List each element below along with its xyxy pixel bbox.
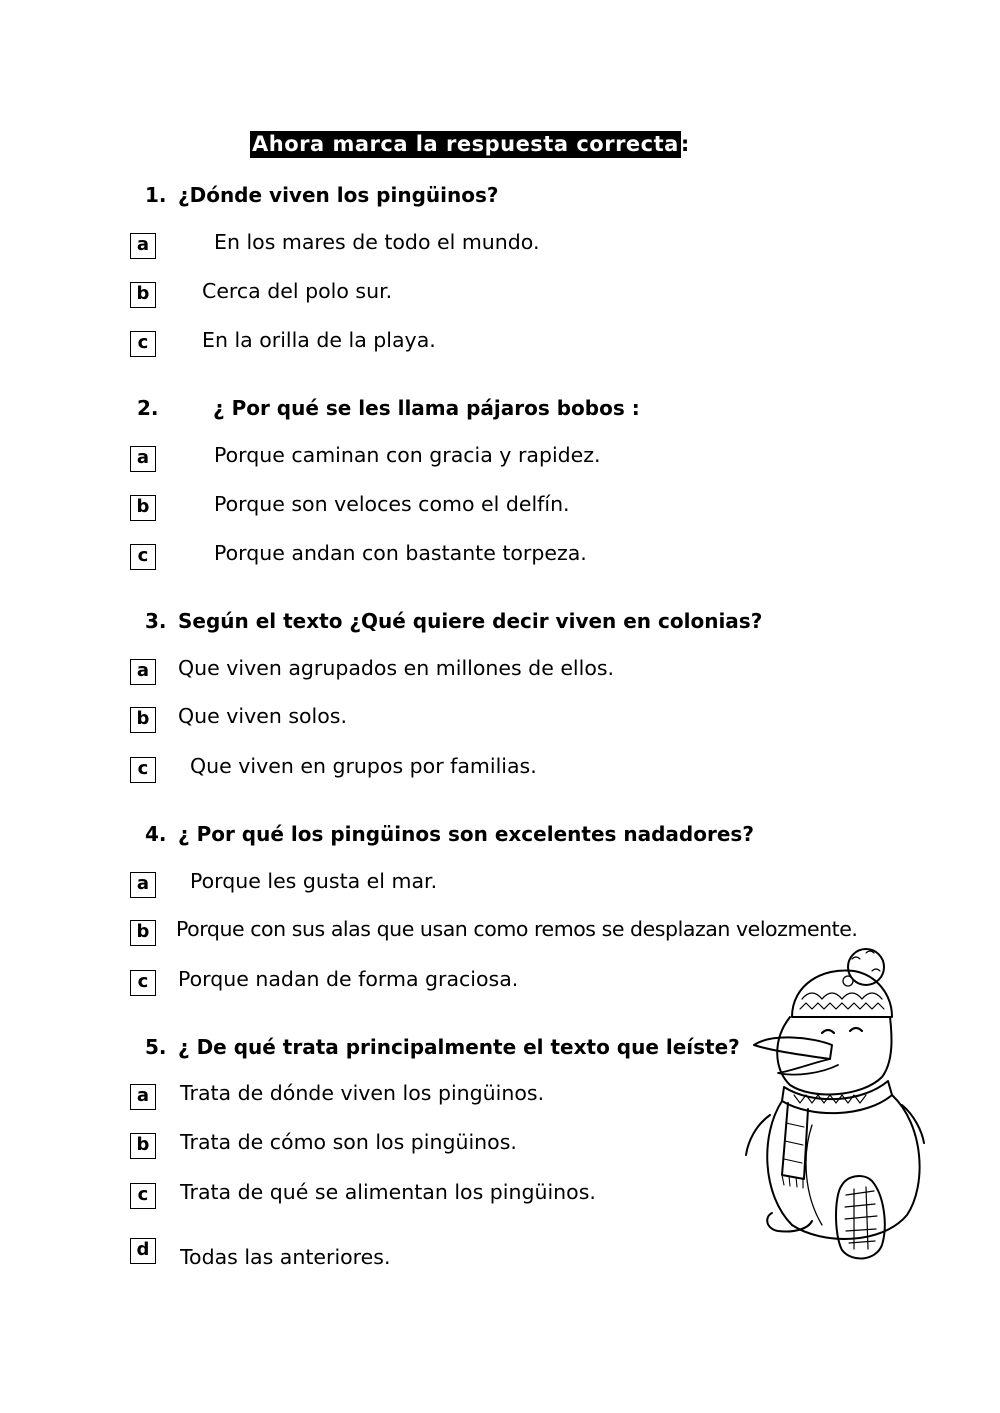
beak — [754, 1037, 832, 1059]
option-text: Porque nadan de forma graciosa. — [178, 967, 519, 991]
question-3 — [145, 609, 762, 633]
option-checkbox[interactable]: b — [130, 707, 156, 733]
option-checkbox[interactable]: b — [130, 282, 156, 308]
option-checkbox[interactable]: c — [130, 757, 156, 783]
option-text: Trata de qué se alimentan los pingüinos. — [180, 1180, 596, 1204]
option-text: Porque con sus alas que usan como remos se desplazan velozmente. — [176, 917, 858, 941]
option-text: Trata de dónde viven los pingüinos. — [180, 1081, 545, 1105]
option-text: Porque caminan con gracia y rapidez. — [214, 443, 601, 467]
option-text: Que viven agrupados en millones de ellos. — [178, 656, 615, 680]
option-checkbox[interactable]: a — [130, 872, 156, 898]
question-number: 4. — [145, 822, 167, 846]
option-checkbox[interactable]: a — [130, 1084, 156, 1110]
question-2 — [137, 396, 640, 420]
title-highlight: Ahora marca la respuesta correcta — [252, 132, 679, 156]
question-text: Según el texto ¿Qué quiere decir viven en colonias? — [178, 609, 763, 633]
option-text: En la orilla de la playa. — [202, 328, 436, 352]
question-number: 1. — [145, 183, 167, 207]
option-text: Que viven solos. — [178, 704, 347, 728]
option-checkbox[interactable]: a — [130, 659, 156, 685]
option-text: Porque son veloces como el delfín. — [214, 492, 570, 516]
question-number: 5. — [145, 1035, 167, 1059]
option-text: Que viven en grupos por familias. — [190, 754, 537, 778]
title-colon: : — [680, 132, 690, 156]
question-number: 2. — [137, 396, 159, 420]
option-text: Cerca del polo sur. — [202, 279, 393, 303]
scarf — [782, 1081, 892, 1113]
hat — [792, 970, 892, 1017]
question-1 — [145, 183, 499, 207]
option-checkbox[interactable]: d — [130, 1238, 156, 1264]
option-checkbox[interactable]: b — [130, 920, 156, 946]
option-checkbox[interactable]: a — [130, 233, 156, 259]
question-4 — [145, 822, 754, 846]
option-checkbox[interactable]: b — [130, 495, 156, 521]
question-text: ¿ Por qué se les llama pájaros bobos : — [213, 396, 640, 420]
option-checkbox[interactable]: c — [130, 1183, 156, 1209]
question-text: ¿Dónde viven los pingüinos? — [178, 183, 499, 207]
option-checkbox[interactable]: c — [130, 970, 156, 996]
head — [777, 1017, 891, 1094]
left-wing — [746, 1115, 770, 1155]
question-number: 3. — [145, 609, 167, 633]
option-text: Trata de cómo son los pingüinos. — [180, 1130, 517, 1154]
option-checkbox[interactable]: c — [130, 331, 156, 357]
question-text: ¿ De qué trata principalmente el texto que leíste? — [178, 1035, 740, 1059]
option-text: En los mares de todo el mundo. — [214, 230, 540, 254]
option-checkbox[interactable]: b — [130, 1133, 156, 1159]
body — [767, 1095, 919, 1239]
option-text: Todas las anteriores. — [180, 1245, 391, 1269]
question-text: ¿ Por qué los pingüinos son excelentes nadadores? — [178, 822, 754, 846]
option-checkbox[interactable]: c — [130, 544, 156, 570]
worksheet-title — [250, 132, 690, 156]
penguin-illustration — [742, 945, 927, 1265]
option-text: Porque les gusta el mar. — [190, 869, 438, 893]
question-5 — [145, 1035, 740, 1059]
option-checkbox[interactable]: a — [130, 446, 156, 472]
option-text: Porque andan con bastante torpeza. — [214, 541, 587, 565]
